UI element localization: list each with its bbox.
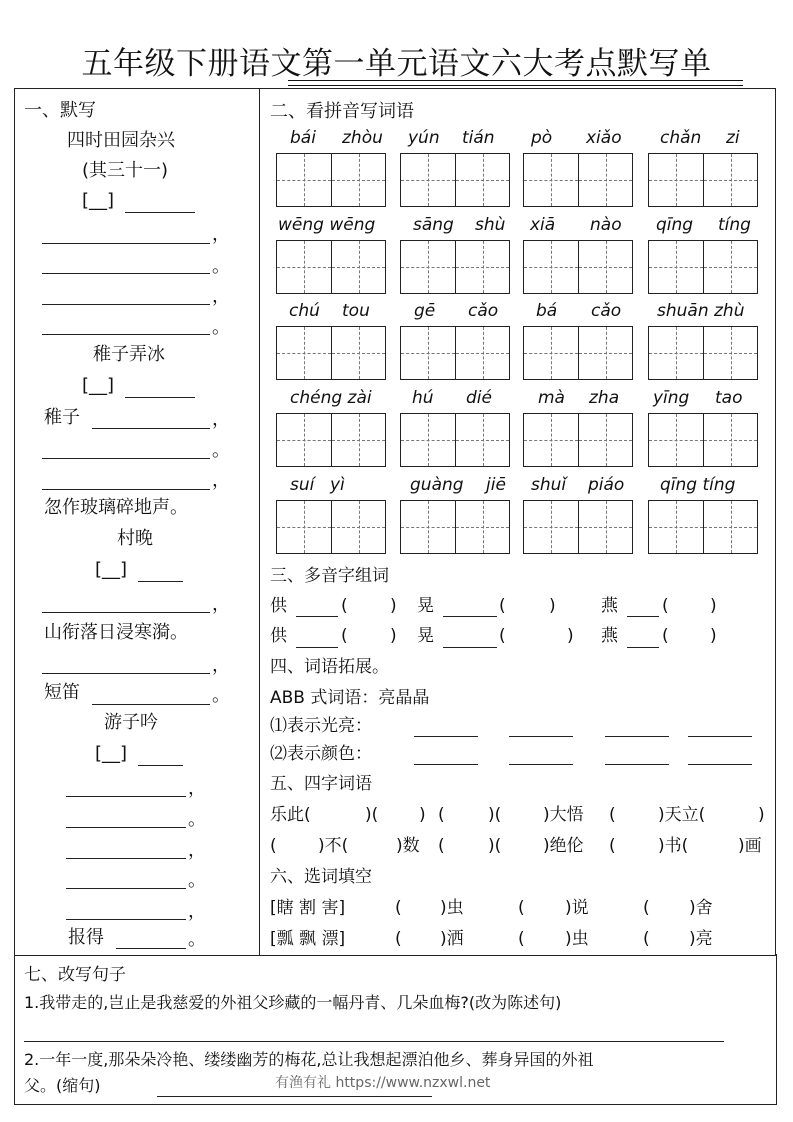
pinyin: shuǐ	[531, 475, 567, 495]
poem2-author-blank[interactable]	[125, 397, 195, 398]
idiom-part: )书(	[658, 836, 689, 856]
poem1-author: [__]	[82, 190, 115, 211]
poem3-line2: 山衔落日浸寒漪。	[44, 622, 188, 643]
idiom-part: )大悟	[543, 805, 584, 825]
paren: (	[518, 929, 525, 949]
section-4-header: 四、词语拓展。	[270, 657, 389, 677]
pinyin: wēng wēng	[278, 215, 376, 235]
writing-grid[interactable]	[276, 326, 386, 380]
poem2-line4: 忽作玻璃碎地声。	[44, 497, 188, 518]
idiom-part: 乐此(	[270, 805, 311, 825]
pinyin: gē	[414, 301, 436, 321]
writing-grid[interactable]	[648, 500, 758, 554]
fill-word: )虫	[565, 929, 589, 949]
punct: 。	[212, 685, 230, 706]
abb-q2-blank-3[interactable]	[605, 764, 669, 765]
poem1-title: 四时田园杂兴	[67, 130, 175, 151]
writing-grid[interactable]	[400, 326, 510, 380]
idiom-part: (	[609, 836, 616, 856]
pinyin: nào	[590, 215, 622, 235]
paren: (	[395, 898, 402, 918]
poem4-blank-4[interactable]	[66, 888, 186, 889]
paren: (	[499, 626, 506, 646]
writing-grid[interactable]	[276, 153, 386, 207]
idiom-part: (	[270, 836, 277, 856]
paren: )	[710, 626, 717, 646]
paren: )	[567, 626, 574, 646]
pinyin: chǎn	[660, 128, 702, 148]
char-yan: 燕	[601, 626, 618, 646]
paren: (	[518, 898, 525, 918]
pinyin: zi	[726, 128, 740, 148]
poem1-blank-4[interactable]	[42, 334, 210, 335]
poem2-line1-start: 稚子	[44, 407, 80, 428]
pinyin: cǎo	[468, 301, 499, 321]
abb-q1-blank-4[interactable]	[688, 736, 752, 737]
writing-grid[interactable]	[523, 326, 633, 380]
section-5-header: 五、四字词语	[270, 774, 372, 794]
poem1-author-blank[interactable]	[125, 212, 195, 213]
section-2-header: 二、看拼音写词语	[270, 101, 414, 122]
idiom-part: (	[438, 836, 445, 856]
word-choices: [瓢 飘 漂]	[270, 929, 346, 949]
poem4-blank-6[interactable]	[116, 948, 186, 949]
poem3-author: [__]	[95, 559, 128, 580]
poem2-blank-1[interactable]	[92, 428, 210, 429]
writing-grid[interactable]	[400, 240, 510, 294]
idiom-part: )不(	[318, 836, 349, 856]
pinyin: shù	[475, 215, 506, 235]
pinyin: suí	[290, 475, 315, 495]
poem4-blank-1[interactable]	[66, 796, 186, 797]
word-choices: [瞎 割 害]	[270, 898, 346, 918]
abb-q1: ⑴表示光亮：	[270, 716, 372, 736]
poem3-author-blank[interactable]	[138, 581, 183, 582]
fill-word: )虫	[440, 898, 464, 918]
gong-blank-2[interactable]	[296, 647, 338, 648]
punct: ，	[212, 224, 230, 245]
section-7-header: 七、改写句子	[24, 965, 126, 985]
huang-blank-1[interactable]	[443, 616, 497, 617]
section-3-header: 三、多音字组词	[270, 566, 389, 586]
pinyin: tou	[342, 301, 370, 321]
poem2-blank-2[interactable]	[42, 458, 210, 459]
pinyin: shuān zhù	[657, 301, 745, 321]
paren: (	[662, 626, 669, 646]
char-huang: 晃	[417, 626, 434, 646]
paren: (	[341, 626, 348, 646]
idiom-part: )	[419, 805, 426, 825]
writing-grid[interactable]	[523, 500, 633, 554]
punct: ，	[212, 286, 230, 307]
abb-q1-blank-2[interactable]	[509, 736, 573, 737]
page-title: 五年级下册语文第一单元语文六大考点默写单	[81, 46, 712, 82]
punct: ，	[188, 901, 206, 922]
poem2-author: [__]	[82, 375, 115, 396]
paren: (	[662, 596, 669, 616]
paren: (	[643, 929, 650, 949]
abb-q1-blank-1[interactable]	[414, 736, 478, 737]
poem3-blank-1[interactable]	[42, 612, 210, 613]
pinyin: hú	[412, 388, 434, 408]
abb-q2-blank-4[interactable]	[688, 764, 752, 765]
poem3-title: 村晚	[117, 528, 153, 549]
pinyin: yīng	[653, 388, 690, 408]
punct: ，	[212, 655, 230, 676]
writing-grid[interactable]	[276, 413, 386, 467]
poem1-blank-1[interactable]	[42, 243, 210, 244]
poem1-blank-3[interactable]	[42, 304, 210, 305]
idiom-part: )(	[488, 836, 502, 856]
idiom-part: )(	[488, 805, 502, 825]
pinyin: cǎo	[591, 301, 622, 321]
idiom-part: (	[609, 805, 616, 825]
poem4-author-blank[interactable]	[138, 765, 183, 766]
paren: (	[395, 929, 402, 949]
idiom-part: )数	[396, 836, 420, 856]
paren: (	[499, 596, 506, 616]
rewrite-q2-line1: 2.一年一度,那朵朵冷艳、缕缕幽芳的梅花,总让我想起漂泊他乡、葬身异国的外祖	[24, 1050, 594, 1069]
punct: ，	[212, 409, 230, 430]
idiom-part: )	[758, 805, 765, 825]
pinyin: zha	[589, 388, 620, 408]
char-yan: 燕	[601, 596, 618, 616]
yan-blank-1[interactable]	[627, 616, 659, 617]
abb-q2-blank-1[interactable]	[414, 764, 478, 765]
poem3-blank-2[interactable]	[42, 673, 210, 674]
abb-q2: ⑵表示颜色：	[270, 744, 372, 764]
pinyin: mà	[538, 388, 565, 408]
writing-grid[interactable]	[276, 240, 386, 294]
paren: )	[549, 596, 556, 616]
pinyin: sāng	[413, 215, 454, 235]
pinyin: tao	[715, 388, 743, 408]
poem3-line4-start: 短笛	[44, 682, 80, 703]
writing-grid[interactable]	[648, 326, 758, 380]
writing-grid[interactable]	[523, 413, 633, 467]
poem4-blank-2[interactable]	[66, 827, 186, 828]
writing-grid[interactable]	[400, 153, 510, 207]
char-gong: 供	[270, 596, 287, 616]
left-panel	[14, 88, 260, 956]
pinyin: chú	[289, 301, 320, 321]
pinyin: qīng	[656, 215, 694, 235]
watermark: 有渔有礼 https://www.nzxwl.net	[275, 1075, 491, 1091]
char-huang: 晃	[417, 596, 434, 616]
pinyin: pò	[531, 128, 553, 148]
fill-word: )说	[565, 898, 589, 918]
idiom-part: )天立(	[658, 805, 706, 825]
poem2-blank-3[interactable]	[42, 489, 210, 490]
gong-blank-1[interactable]	[296, 616, 338, 617]
punct: ，	[212, 594, 230, 615]
punct: 。	[188, 809, 206, 830]
abb-q1-blank-3[interactable]	[605, 736, 669, 737]
punct: ，	[188, 840, 206, 861]
pinyin: qīng tíng	[660, 475, 736, 495]
writing-grid[interactable]	[400, 413, 510, 467]
poem1-blank-2[interactable]	[42, 273, 210, 274]
idiom-part: )(	[365, 805, 379, 825]
fill-word: )舍	[689, 898, 713, 918]
section-6-header: 六、选词填空	[270, 867, 372, 887]
writing-grid[interactable]	[400, 500, 510, 554]
writing-grid[interactable]	[648, 153, 758, 207]
rewrite-q2-line2: 父。(缩句)	[24, 1076, 101, 1095]
abb-example: ABB 式词语：亮晶晶	[270, 688, 430, 708]
section-1-header: 一、默写	[24, 100, 96, 121]
punct: 。	[188, 870, 206, 891]
pinyin: bá	[536, 301, 558, 321]
punct: 。	[188, 929, 206, 950]
fill-word: )洒	[440, 929, 464, 949]
poem1-subtitle: (其三十一)	[82, 160, 169, 181]
huang-blank-2[interactable]	[443, 647, 497, 648]
poem2-title: 稚子弄冰	[93, 344, 165, 365]
poem4-line6-start: 报得	[68, 927, 104, 948]
rewrite-q1: 1.我带走的,岂止是我慈爱的外祖父珍藏的一幅丹青、几朵血梅?(改为陈述句)	[24, 993, 562, 1012]
abb-q2-blank-2[interactable]	[509, 764, 573, 765]
pinyin: yì	[330, 475, 345, 495]
pinyin: yún	[408, 128, 440, 148]
pinyin: chéng zài	[290, 388, 372, 408]
pinyin: bái	[290, 128, 316, 148]
writing-grid[interactable]	[276, 500, 386, 554]
paren: )	[390, 596, 397, 616]
writing-grid[interactable]	[648, 413, 758, 467]
pinyin: jiē	[486, 475, 506, 495]
writing-grid[interactable]	[523, 153, 633, 207]
pinyin: xiǎo	[586, 128, 622, 148]
pinyin: guàng	[410, 475, 464, 495]
poem4-title: 游子吟	[104, 712, 158, 733]
pinyin: piáo	[588, 475, 625, 495]
writing-grid[interactable]	[648, 240, 758, 294]
idiom-part: (	[438, 805, 445, 825]
rewrite-q2-answer-line[interactable]	[157, 1096, 432, 1097]
poem4-author: [__]	[95, 743, 128, 764]
writing-grid[interactable]	[523, 240, 633, 294]
punct: 。	[212, 317, 230, 338]
poem3-blank-3[interactable]	[92, 704, 210, 705]
rewrite-q1-answer-line[interactable]	[24, 1041, 724, 1042]
idiom-part: )绝伦	[543, 836, 584, 856]
title-underline	[288, 80, 743, 86]
pinyin: tián	[462, 128, 495, 148]
paren: )	[710, 596, 717, 616]
pinyin: tíng	[718, 215, 751, 235]
paren: (	[643, 898, 650, 918]
poem4-blank-3[interactable]	[66, 858, 186, 859]
paren: (	[341, 596, 348, 616]
poem4-blank-5[interactable]	[66, 919, 186, 920]
idiom-part: )画	[738, 836, 762, 856]
yan-blank-2[interactable]	[627, 647, 659, 648]
pinyin: dié	[466, 388, 492, 408]
pinyin: zhòu	[342, 128, 383, 148]
punct: 。	[212, 440, 230, 461]
punct: 。	[212, 256, 230, 277]
fill-word: )亮	[689, 929, 713, 949]
paren: )	[390, 626, 397, 646]
punct: ，	[212, 470, 230, 491]
pinyin: xiā	[530, 215, 556, 235]
char-gong: 供	[270, 626, 287, 646]
punct: ，	[188, 778, 206, 799]
